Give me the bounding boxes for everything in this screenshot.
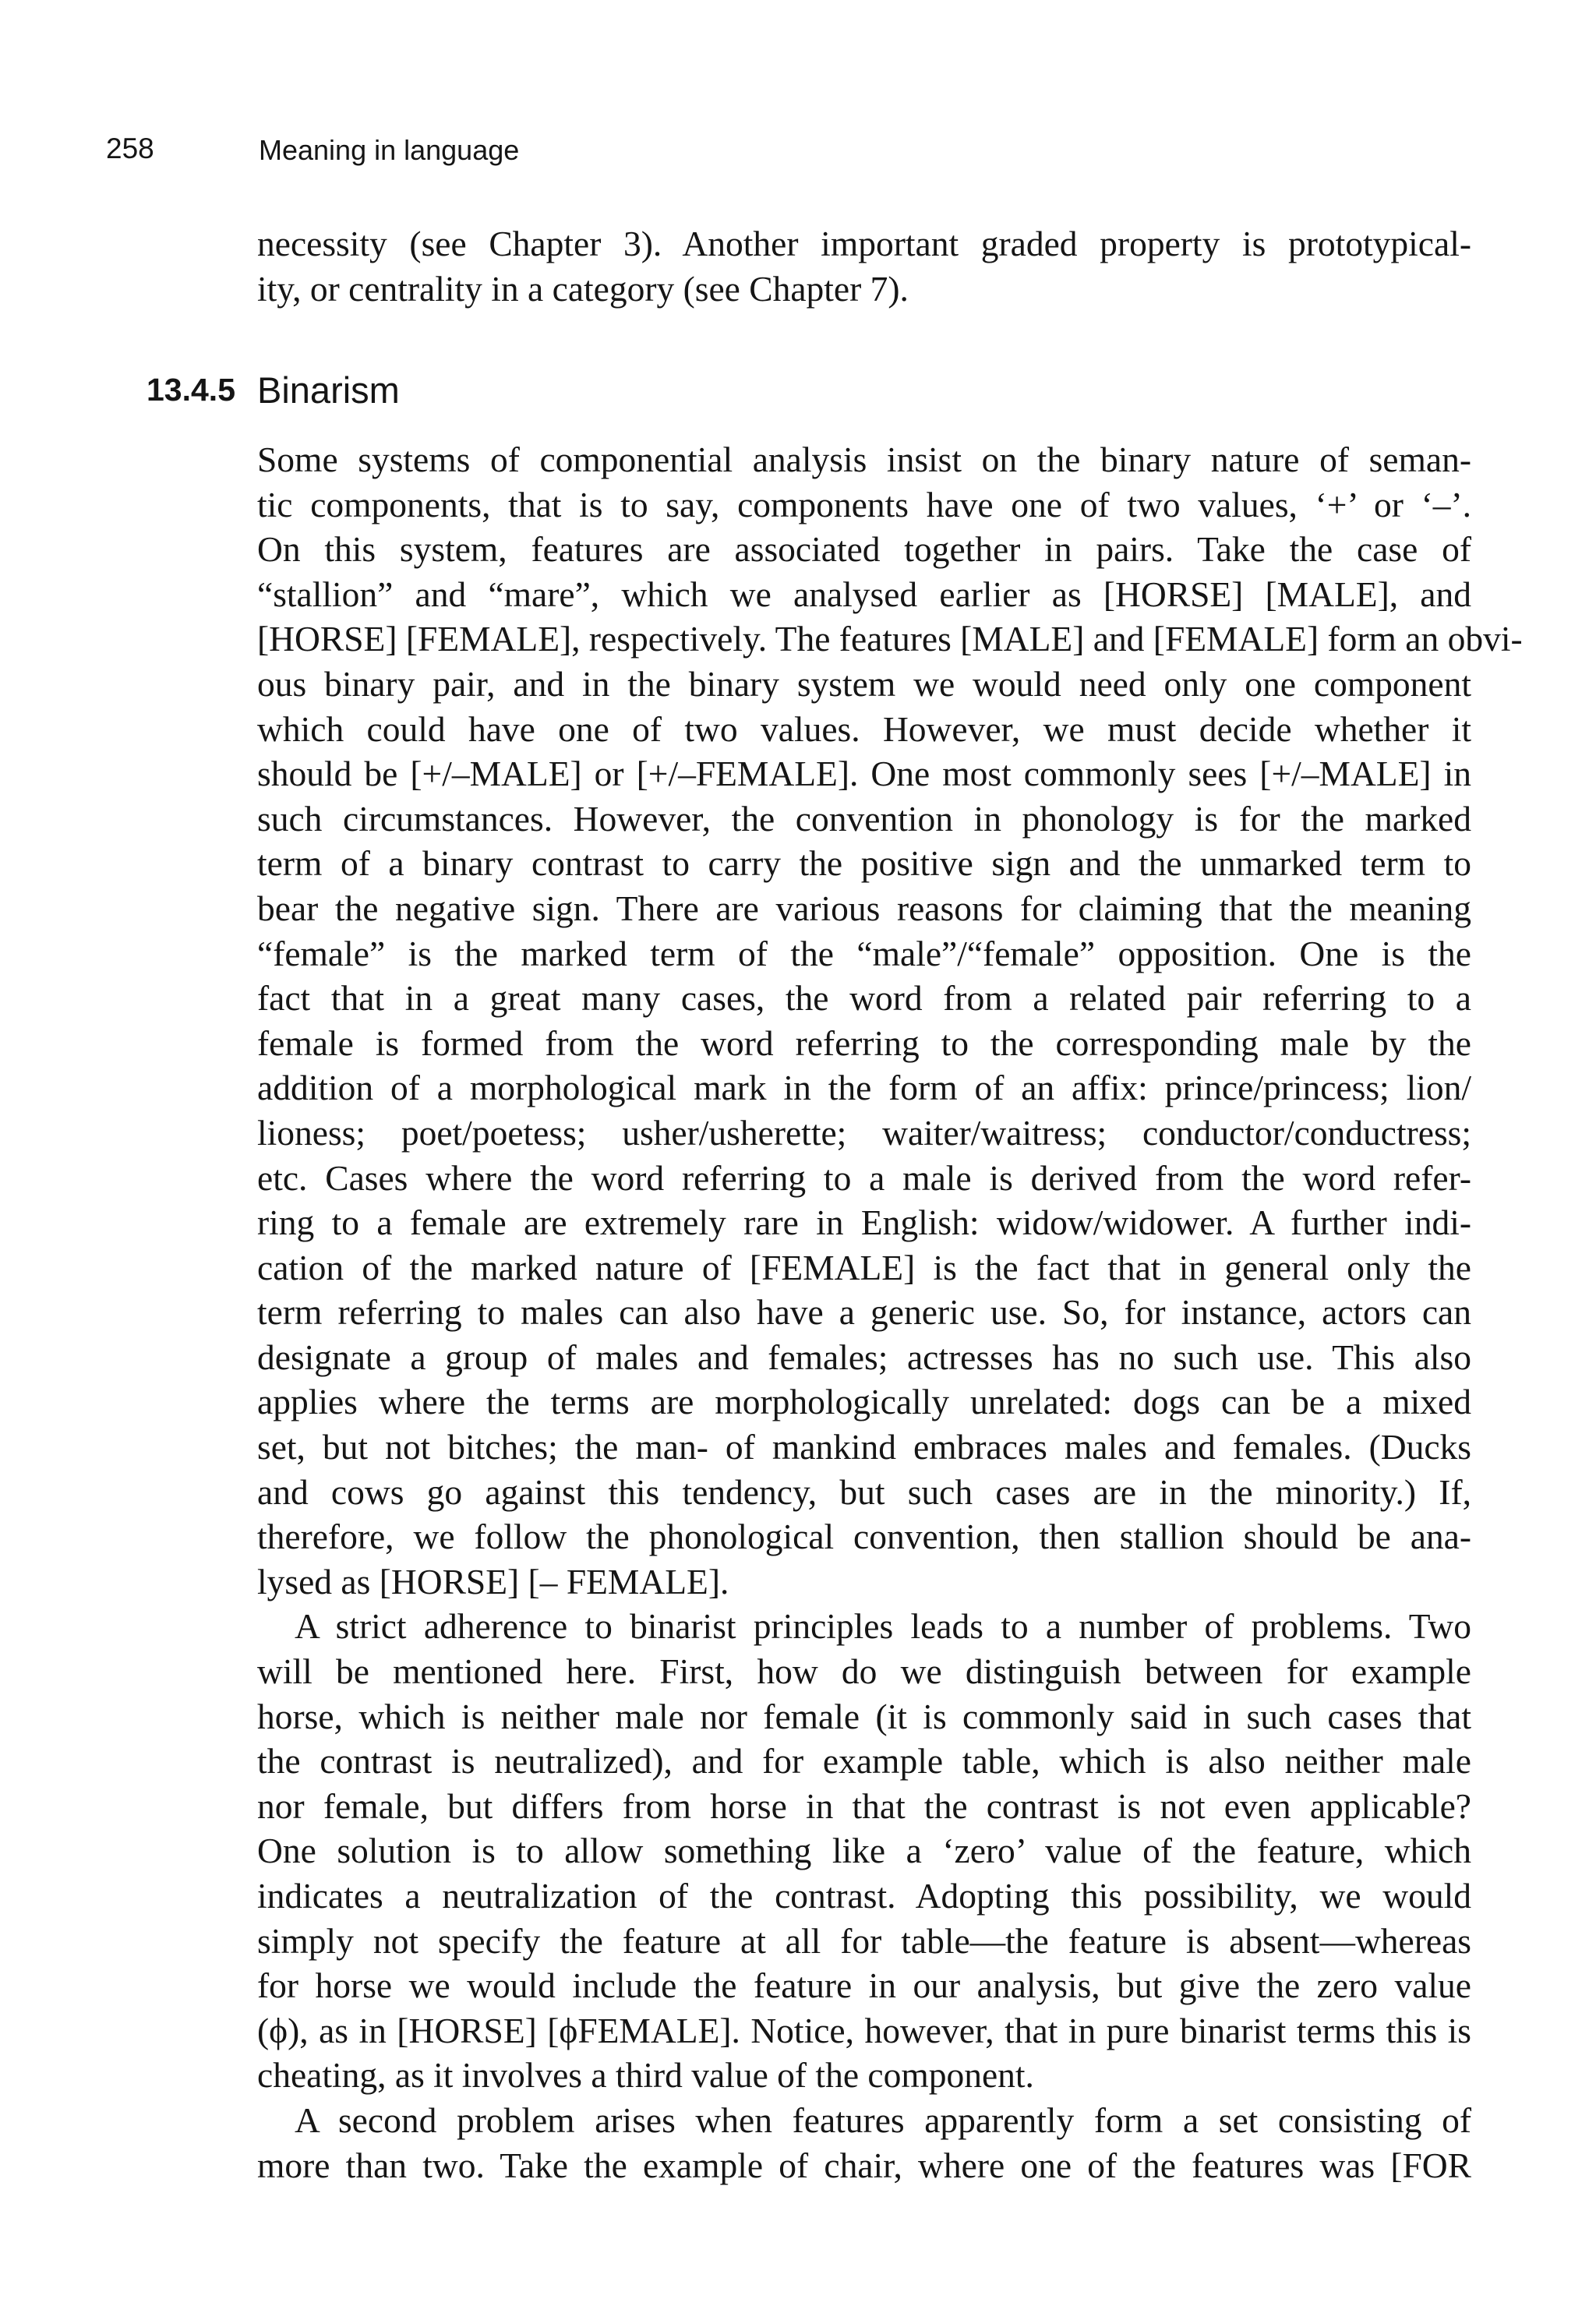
text-line: lioness; poet/poetess; usher/usherette; waiter/waitress; conductor/conductress; — [257, 1112, 1471, 1153]
text-line: will be mentioned here. First, how do we distinguish between for example — [257, 1651, 1471, 1692]
section-body — [257, 437, 1523, 2188]
text-line: lysed as [HORSE] [– FEMALE]. — [257, 1561, 729, 1602]
text-line: which could have one of two values. However, we must decide whether it — [257, 708, 1471, 749]
text-line: necessity (see Chapter 3). Another important graded property is prototypical- — [257, 224, 1471, 263]
text-line: horse, which is neither male nor female (it is commonly said in such cases that — [257, 1696, 1471, 1736]
text-line: (ϕ), as in [HORSE] [ϕFEMALE]. Notice, however, that in pure binarist terms this is — [257, 2010, 1471, 2050]
page-number: 258 — [106, 132, 154, 164]
text-line: designate a group of males and females; actresses has no such use. This also — [257, 1337, 1471, 1377]
text-line: nor female, but differs from horse in that the contrast is not even applicable? — [257, 1785, 1471, 1826]
text-line: ity, or centrality in a category (see Chapter 7). — [257, 268, 909, 309]
intro-paragraph — [257, 221, 1471, 311]
paragraph — [257, 437, 1523, 1604]
text-line: indicates a neutralization of the contrast. Adopting this possibility, we would — [257, 1876, 1471, 1916]
text-line: cation of the marked nature of [FEMALE] is the fact that in general only the — [257, 1247, 1471, 1287]
text-line: set, but not bitches; the man- of mankind embraces males and females. (Ducks — [257, 1427, 1471, 1467]
text-line: such circumstances. However, the convention in phonology is for the marked — [257, 798, 1471, 839]
text-line: female is formed from the word referring to the corresponding male by the — [257, 1022, 1471, 1063]
text-line: more than two. Take the example of chair, where one of the features was [FOR — [257, 2145, 1471, 2185]
text-line: for horse we would include the feature in our analysis, but give the zero value — [257, 1965, 1471, 2006]
text-line: ous binary pair, and in the binary system we would need only one component — [257, 663, 1471, 704]
text-line: One solution is to allow something like a ‘zero’ value of the feature, which — [257, 1831, 1471, 1871]
text-line: “stallion” and “mare”, which we analysed earlier as [HORSE] [MALE], and — [257, 574, 1471, 614]
running-title: Meaning in language — [259, 134, 520, 166]
text-line: should be [+/–MALE] or [+/–FEMALE]. One most commonly sees [+/–MALE] in — [257, 754, 1471, 794]
text-line: term referring to males can also have a generic use. So, for instance, actors can — [257, 1292, 1471, 1333]
text-line: On this system, features are associated together in pairs. Take the case of — [257, 529, 1471, 570]
text-line: “female” is the marked term of the “male”/“female” opposition. One is the — [257, 933, 1471, 973]
text-line: Some systems of componential analysis insist on the binary nature of seman- — [257, 440, 1471, 479]
text-line: therefore, we follow the phonological convention, then stallion should be ana- — [257, 1517, 1471, 1557]
text-line: the contrast is neutralized), and for example table, which is also neither male — [257, 1741, 1471, 1782]
section-title: Binarism — [257, 369, 400, 411]
text-line: ring to a female are extremely rare in English: widow/widower. A further indi- — [257, 1202, 1471, 1243]
text-line: bear the negative sign. There are various reasons for claiming that the meaning — [257, 888, 1471, 928]
paragraph — [257, 2098, 1471, 2188]
text-line: etc. Cases where the word referring to a male is derived from the word refer- — [257, 1157, 1471, 1198]
section-number: 13.4.5 — [147, 372, 235, 408]
text-line: simply not specify the feature at all for table—the feature is absent—whereas — [257, 1920, 1471, 1961]
text-line: fact that in a great many cases, the word from a related pair referring to a — [257, 978, 1471, 1019]
text-line: A strict adherence to binarist principles leads to a number of problems. Two — [295, 1606, 1471, 1647]
text-line: A second problem arises when features apparently form a set consisting of — [295, 2099, 1471, 2140]
text-line: term of a binary contrast to carry the positive sign and the unmarked term to — [257, 843, 1471, 884]
text-line: applies where the terms are morphologically unrelated: dogs can be a mixed — [257, 1382, 1471, 1422]
text-line: addition of a morphological mark in the form of an affix: prince/princess; lion/ — [257, 1068, 1471, 1108]
text-line: [HORSE] [FEMALE], respectively. The features [MALE] and [FEMALE] form an obvi- — [257, 619, 1523, 659]
text-line: tic components, that is to say, components have one of two values, ‘+’ or ‘–’. — [257, 484, 1471, 524]
text-line: and cows go against this tendency, but such cases are in the minority.) If, — [257, 1471, 1471, 1512]
paragraph — [257, 1604, 1471, 2098]
text-line: cheating, as it involves a third value of the component. — [257, 2055, 1034, 2096]
